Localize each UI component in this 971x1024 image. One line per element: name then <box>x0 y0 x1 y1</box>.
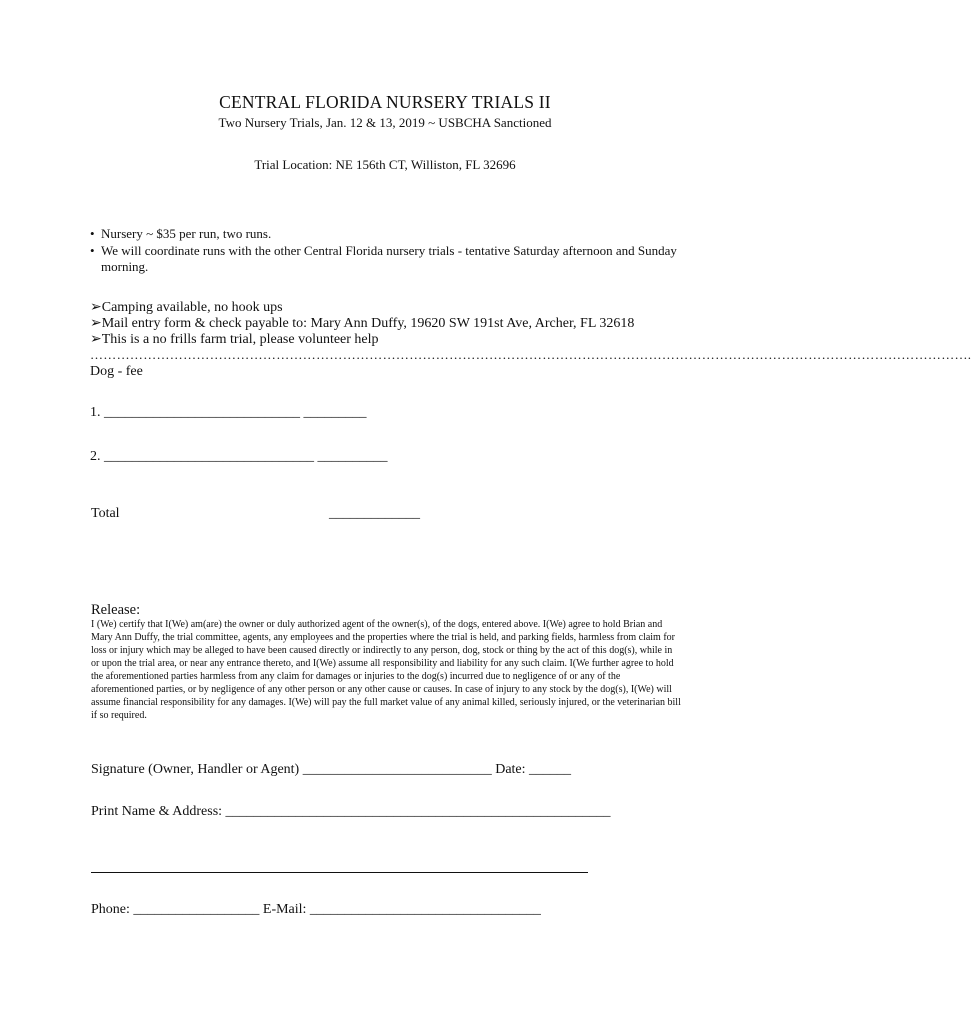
total-label: Total <box>91 506 120 521</box>
phone-email-line[interactable]: Phone: __________________ E-Mail: _________________________________ <box>91 902 541 917</box>
arrow-item-mail-entry: ➢Mail entry form & check payable to: Mary Ann Duffy, 19620 SW 191st Ave, Archer, FL 32618 <box>90 316 635 331</box>
release-paragraph: I (We) certify that I(We) am(are) the owner or duly authorized agent of the owner(s), of the dogs, entered above. I(We) agree to hold Brian and Mary Ann Duffy, the trial committee, agents, any employees and the properties where the trial is held, and parking fields, harmless from claim for loss or injury which may be alleged to have been caused directly or indirectly to any person, dog, stock or thing by the act of this dog(s), while in or upon the trial area, or near any entrance thereto, and I(We) assume all responsibility and liability for any such claim. I(We further agree to hold the aforementioned parties harmless from any claim for damages or injuries to the dog(s) incurred due to negligence of or any of the aforementioned parties, or by negligence of any other person or any other cause or causes. In case of injury to any stock by the dog(s), I(We) will assume financial responsibility for any damages. I(We) will pay the full market value of any animal killed, seriously injured, or the veterinarian bill if so required. <box>91 619 681 721</box>
arrow-item-volunteer: ➢This is a no frills farm trial, please volunteer help <box>90 332 379 347</box>
document-title: CENTRAL FLORIDA NURSERY TRIALS II <box>219 92 551 112</box>
bullet-coordinate-runs: • We will coordinate runs with the other Central Florida nursery trials - tentative Saturday afternoon and Sunday morning. <box>90 243 680 276</box>
dog-fee-heading: Dog - fee <box>90 364 143 379</box>
release-heading: Release: <box>91 602 141 618</box>
document-subtitle: Two Nursery Trials, Jan. 12 & 13, 2019 ~ USBCHA Sanctioned <box>218 115 552 130</box>
fee-bullet-list <box>90 226 680 276</box>
bullet-nursery-fee: • Nursery ~ $35 per run, two runs. <box>90 226 680 243</box>
trial-location: Trial Location: NE 156th CT, Williston, FL 32696 <box>254 157 516 172</box>
info-arrow-list <box>90 300 634 348</box>
entry-line-1[interactable]: 1. ____________________________ _________ <box>90 405 367 420</box>
dotted-divider: ………………………………………………………………………………………………………………………………………………………………………………. <box>90 347 971 362</box>
address-continuation-line[interactable] <box>91 872 588 873</box>
arrow-item-camping: ➢Camping available, no hook ups <box>90 300 283 315</box>
total-blank-field[interactable]: _____________ <box>329 506 420 521</box>
print-name-address-line[interactable]: Print Name & Address: _______________________________________________________ <box>91 804 611 819</box>
signature-date-line[interactable]: Signature (Owner, Handler or Agent) ___________________________ Date: ______ <box>91 762 572 777</box>
entry-line-2[interactable]: 2. ______________________________ __________ <box>90 449 388 464</box>
